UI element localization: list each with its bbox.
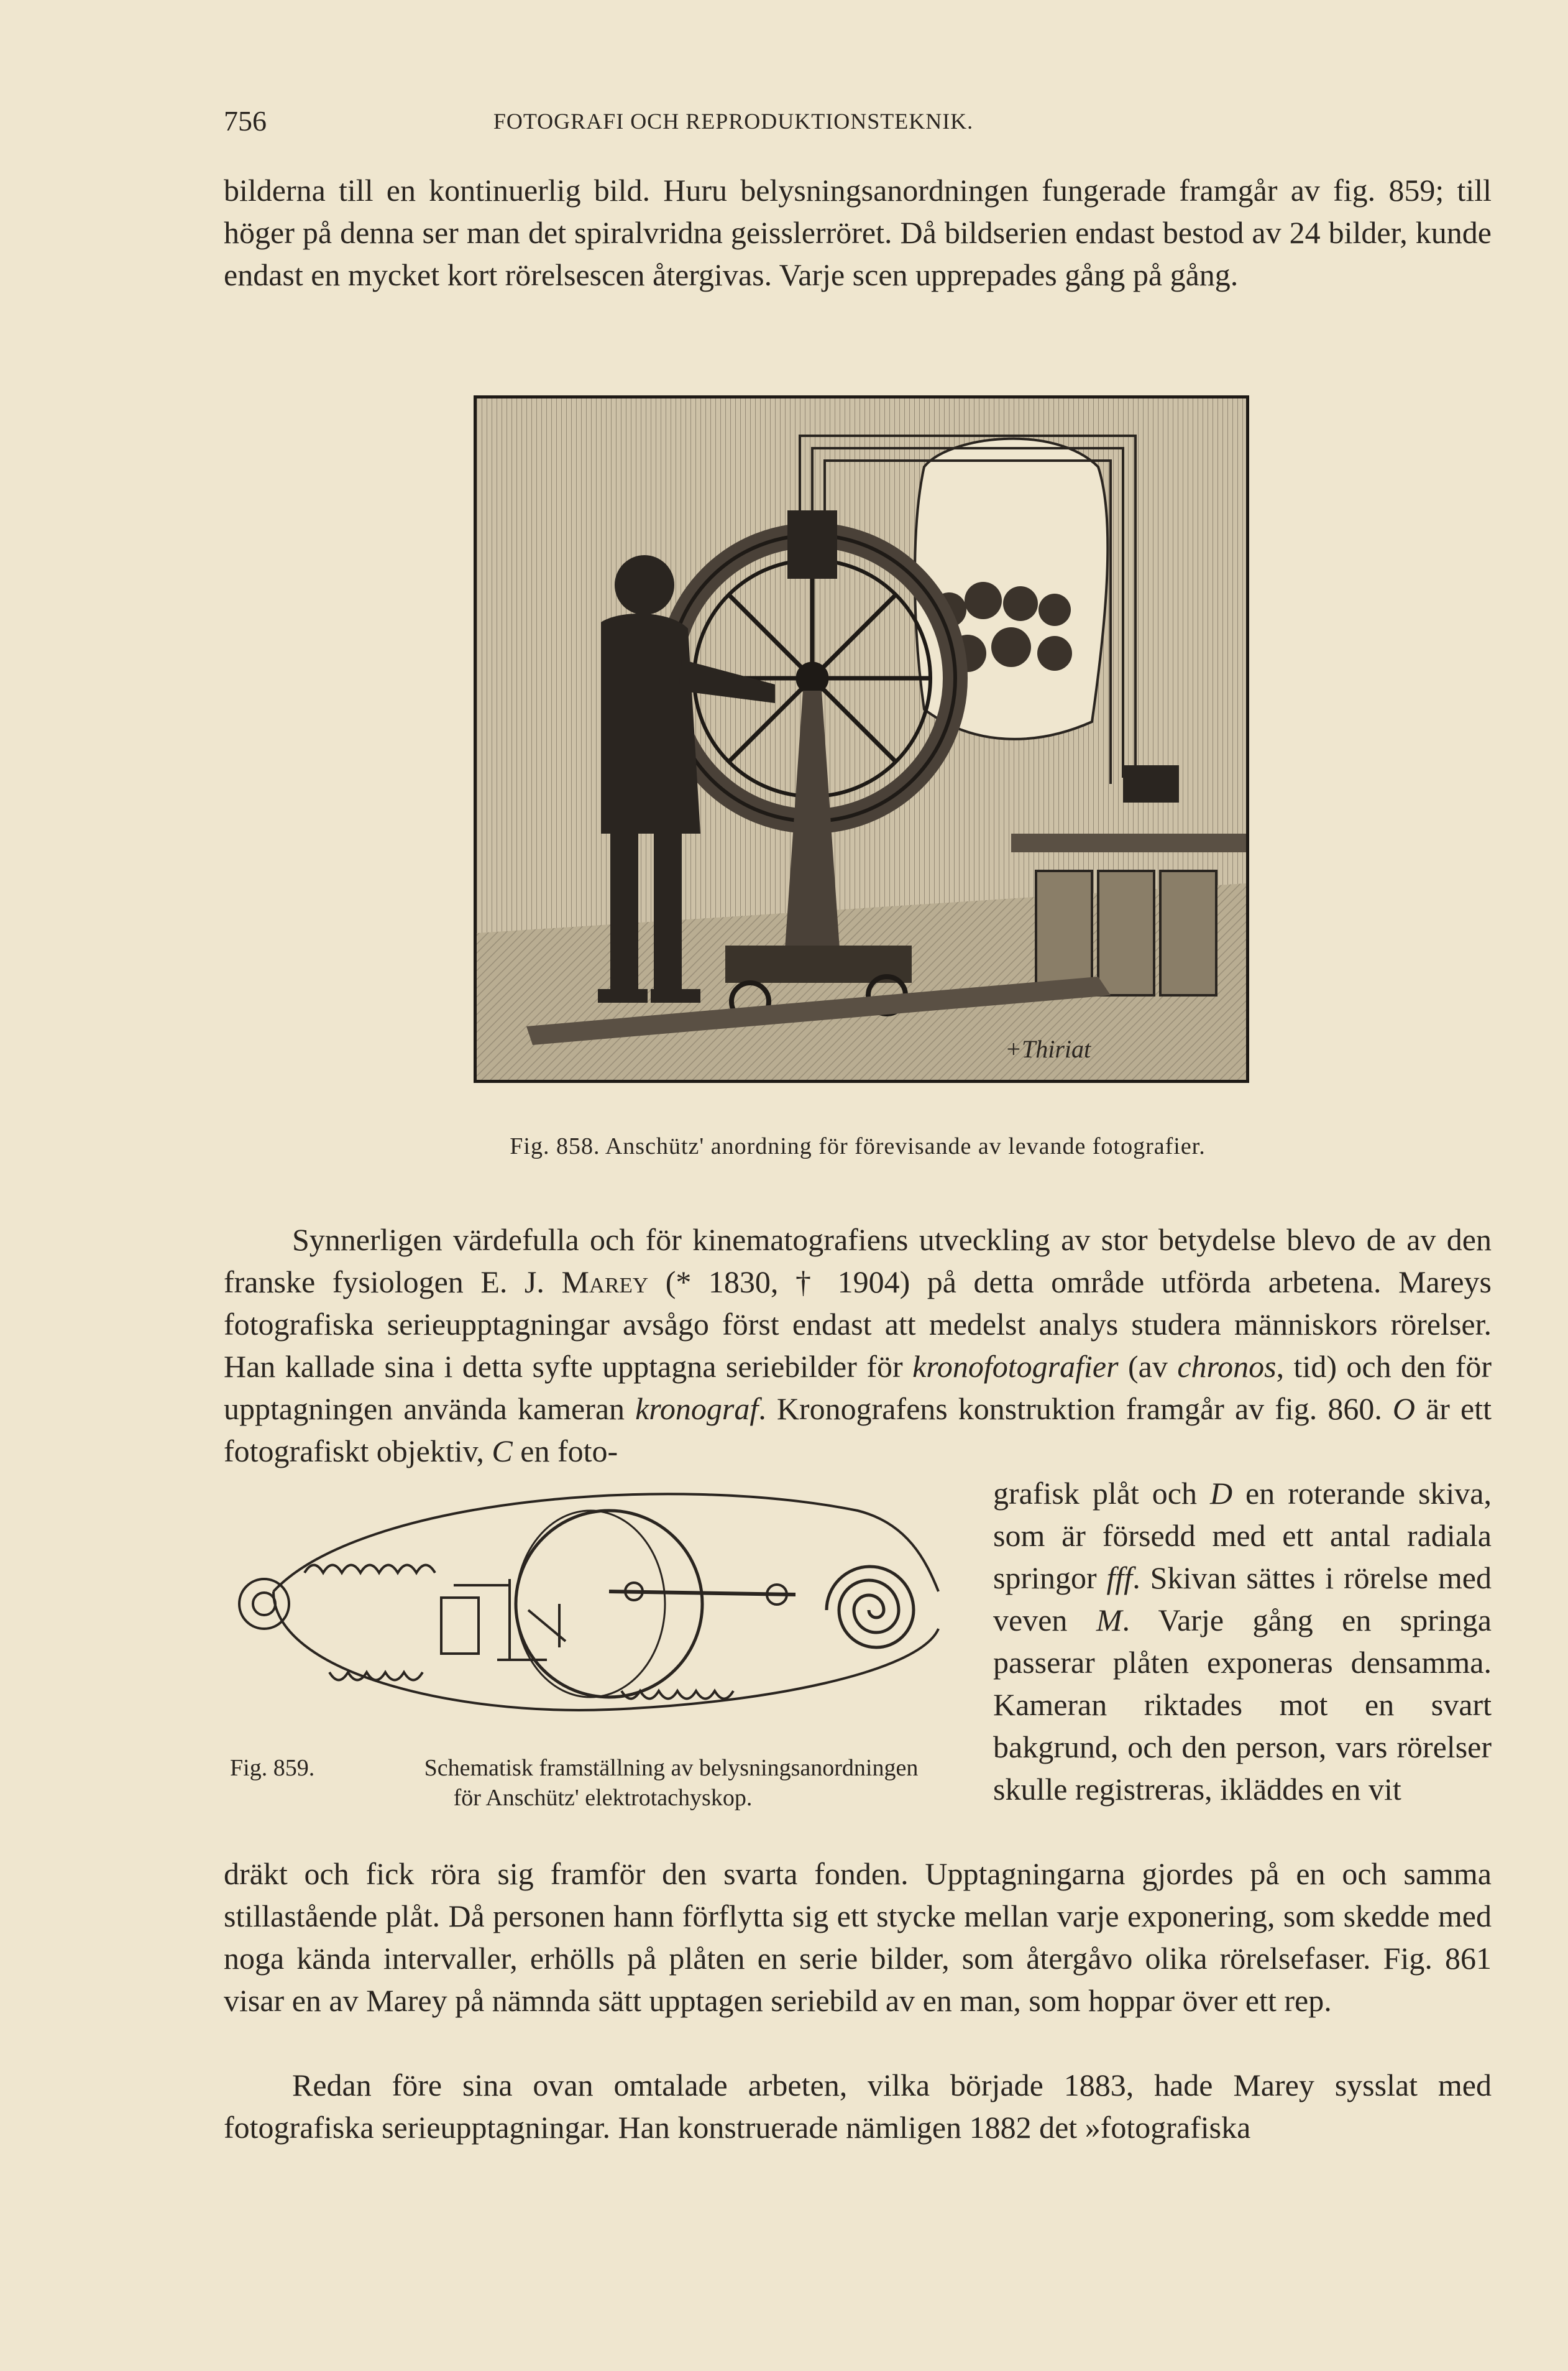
figure-859-caption-line-1: Schematisk framställning av belysningsanordningen: [424, 1755, 919, 1781]
paragraph-2: Synnerligen värdefulla och för kinematografiens utveckling av stor betydelse blevo de av den franske fysiologen E. J. Marey (* 1830, † 1904) på detta område utförda arbetena. Mareys fotografiska serieupptagningar avsågo först endast att medelst analys studera människors rörelser. Han kallade sina i detta syfte upptagna seriebilder för kronofotografier (av chronos, tid) och den för upptagningen använda kameran kronograf. Kronografens konstruktion framgår av fig. 860. O är ett fotografiskt objektiv, C en foto-: [224, 1222, 1492, 1468]
figure-859-caption-line-2: för Anschütz' elektrotachyskop.: [453, 1785, 753, 1811]
engraver-signature: +Thiriat: [1005, 1035, 1091, 1063]
running-title: FOTOGRAFI OCH REPRODUKTIONSTEKNIK.: [493, 109, 974, 134]
figure-859-label: Fig. 859.: [230, 1755, 315, 1781]
wrapped-text-beside-figure: grafisk plåt och D en roterande skiva, som är försedd med ett antal radiala springor fff. Skivan sättes i rörelse med veven M. Varje gång en springa passerar plåten exponeras densamma. Kameran riktades mot en svart bakgrund, och den person, vars rörelser skulle registreras, ikläddes en vit: [993, 1476, 1492, 1807]
figure-858-engraving: [474, 395, 1249, 1083]
term-kronofotografier: kronofotografier: [912, 1349, 1119, 1384]
paragraph-3: dräkt och fick röra sig framför den svarta fonden. Upptagningarna gjordes på en och samma stillastående plåt. Då personen hann förflytta sig ett stycke mellan varje exponering, som skedde med noga kända intervaller, erhölls på plåten en serie bilder, som återgåvo olika rörelsefaser. Fig. 861 visar en av Marey på nämnda sätt upptagen seriebild av en man, som hoppar över ett rep.: [224, 1856, 1492, 2018]
term-kronograf: kronograf: [635, 1391, 759, 1426]
figure-859-schematic: [236, 1486, 970, 1747]
page-header: [224, 104, 1243, 142]
name-marey: Marey: [561, 1264, 649, 1299]
anschutz-projector-illustration: [477, 398, 1246, 1080]
term-chronos: chronos: [1177, 1349, 1277, 1384]
lighting-circuit-diagram: [236, 1486, 970, 1747]
paragraph-4: Redan före sina ovan omtalade arbeten, vilka började 1883, hade Marey sysslat med fotografiska serieupptagningar. Han konstruerade nämligen 1882 det »fotografiska: [224, 2068, 1492, 2145]
figure-858-caption: Fig. 858. Anschütz' anordning för förevisande av levande fotografier.: [510, 1133, 1206, 1159]
paragraph-1: bilderna till en kontinuerlig bild. Huru belysningsanordningen fungerade framgår av fig. 859; till höger på denna ser man det spiralvridna geisslerröret. Då bildserien endast bestod av 24 bilder, kunde endast en mycket kort rörelsescen återgivas. Varje scen upprepades gång på gång.: [224, 173, 1492, 292]
page-number: 756: [224, 105, 267, 137]
figure-859-caption: [230, 1753, 976, 1813]
